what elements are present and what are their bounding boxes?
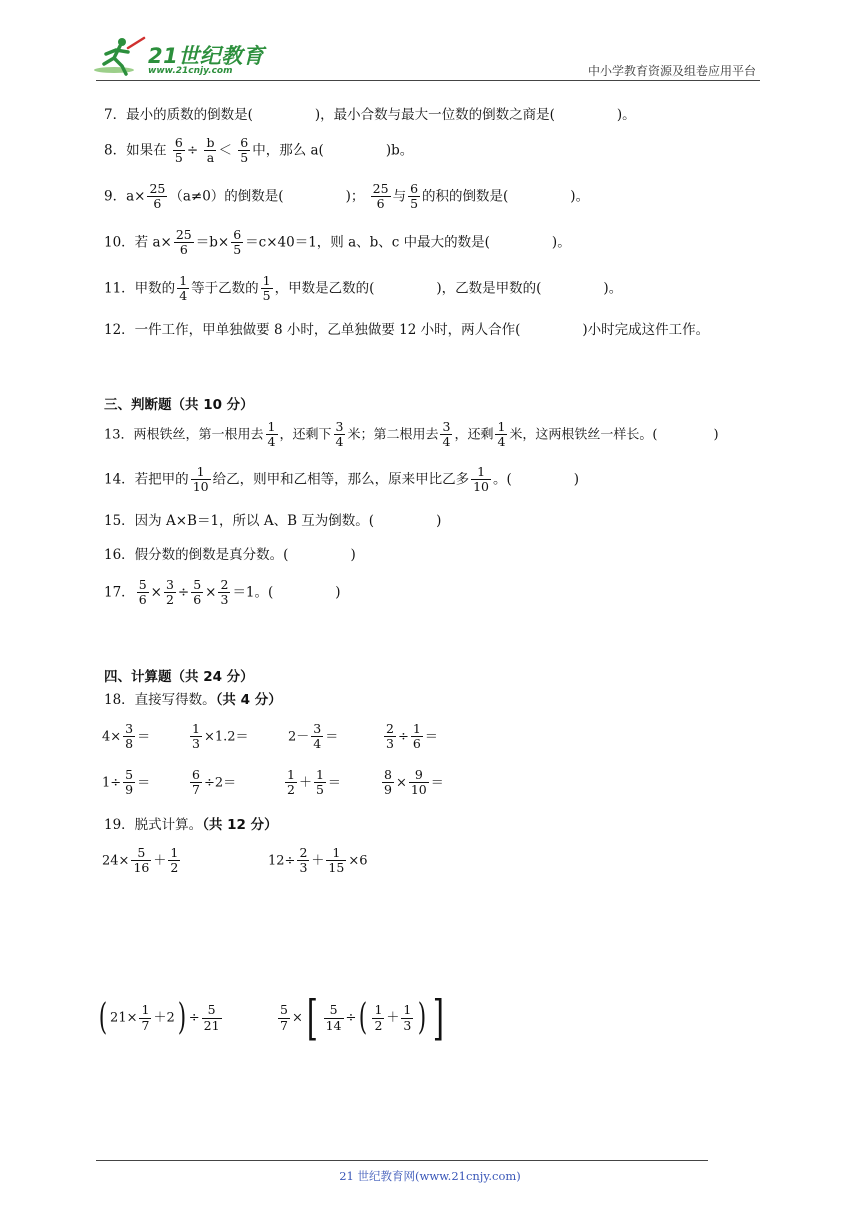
- fraction: $\frac{5}{6}$: [138, 577, 147, 608]
- question-12: 12．一件工作，甲单独做要 8 小时，乙单独做要 12 小时，两人合作( )小时完成这件工作。: [104, 322, 710, 338]
- fraction: $\frac{25}{6}$: [149, 181, 166, 212]
- fraction: $\frac{3}{2}$: [165, 577, 174, 608]
- fraction: $\frac{3}{4}$: [335, 419, 344, 450]
- logo-url: www.21cnjy.com: [148, 66, 233, 76]
- logo-text: 21世纪教育: [148, 44, 265, 68]
- fraction: $\frac{6}{5}$: [410, 181, 419, 212]
- quick-calc-5: 1÷ $\frac{5}{9}$ ＝: [102, 767, 151, 798]
- quick-calc-6: $\frac{6}{7}$ ÷2＝: [192, 767, 237, 798]
- fraction: $\frac{6}{5}$: [240, 135, 249, 166]
- quick-calc-8: $\frac{8}{9}$ × $\frac{9}{10}$ ＝: [384, 767, 444, 798]
- fraction: $\frac{3}{4}$: [442, 419, 451, 450]
- fraction: $\frac{1}{4}$: [497, 419, 506, 450]
- fraction: $\frac{1}{4}$: [179, 273, 188, 304]
- fraction: $\frac{5}{6}$: [193, 577, 202, 608]
- fraction: $\frac{6}{5}$: [174, 135, 183, 166]
- footer-divider: [96, 1160, 708, 1161]
- question-19: 19．脱式计算。（共 12 分）: [104, 817, 278, 833]
- expression-4: $\frac{5}{7}$ ×[ $\frac{5}{14}$ ÷( $\frac{1}{2}$ ＋ $\frac{1}{3}$ ) ]: [280, 990, 445, 1046]
- fraction: $\frac{2}{3}$: [220, 577, 229, 608]
- quick-calc-2: $\frac{1}{3}$ ×1.2＝: [192, 721, 249, 752]
- expression-1: 24× $\frac{5}{16}$ ＋ $\frac{1}{2}$: [102, 845, 179, 876]
- footer-text: 21 世纪教育网(www.21cnjy.com): [339, 1169, 521, 1183]
- header-divider: [96, 80, 760, 81]
- question-16: 16．假分数的倒数是真分数。( ): [104, 547, 356, 563]
- question-17: 17． $\frac{5}{6}$ × $\frac{3}{2}$ ÷ $\frac{5}{6}$ × $\frac{2}{3}$ ＝1。( ): [104, 577, 341, 608]
- quick-calc-7: $\frac{1}{2}$ ＋ $\frac{1}{5}$ ＝: [287, 767, 341, 798]
- quick-calc-1: 4× $\frac{3}{8}$ ＝: [102, 721, 151, 752]
- expression-2: 12÷ $\frac{2}{3}$ ＋ $\frac{1}{15}$ ×6: [268, 845, 368, 876]
- question-18: 18．直接写得数。（共 4 分）: [104, 692, 282, 708]
- question-15: 15．因为 A×B＝1，所以 A、B 互为倒数。( ): [104, 513, 442, 529]
- fraction: $\frac{1}{4}$: [267, 419, 276, 450]
- header-platform-name: 中小学教育资源及组卷应用平台: [587, 64, 756, 78]
- question-11: 11．甲数的 $\frac{1}{4}$ 等于乙数的 $\frac{1}{5}$ ，甲数是乙数的( )，乙数是甲数的( )。: [104, 273, 623, 304]
- quick-calc-3: 2－ $\frac{3}{4}$ ＝: [288, 721, 339, 752]
- fraction: $\frac{6}{5}$: [233, 227, 242, 258]
- fraction: $\frac{25}{6}$: [372, 181, 389, 212]
- quick-calc-4: $\frac{2}{3}$ ÷ $\frac{1}{6}$ ＝: [386, 721, 438, 752]
- fraction: $\frac{1}{10}$: [473, 464, 489, 495]
- fraction: $\frac{1}{5}$: [262, 273, 271, 304]
- question-10: 10．若 a× $\frac{25}{6}$ ＝b× $\frac{6}{5}$ ＝c×40＝1，则 a、b、c 中最大的数是( )。: [104, 227, 571, 258]
- question-7: 7．最小的质数的倒数是( )，最小合数与最大一位数的倒数之商是( )。: [104, 107, 636, 123]
- fraction: $\frac{25}{6}$: [175, 227, 192, 258]
- question-9: 9．a× $\frac{25}{6}$ （a≠0）的倒数是( )； $\frac{25}{6}$ 与 $\frac{6}{5}$ 的积的倒数是( )。: [104, 181, 590, 212]
- expression-3: ( 21× $\frac{1}{7}$ ＋2) ÷ $\frac{5}{21}$: [98, 997, 220, 1038]
- section-4-title: 四、计算题（共 24 分）: [104, 669, 254, 685]
- section-3-title: 三、判断题（共 10 分）: [104, 397, 254, 413]
- question-8: 8．如果在 $\frac{6}{5}$ ÷ $\frac{b}{a}$ ＜ $\frac{6}{5}$ 中，那么 a( )b。: [104, 135, 414, 166]
- fraction: $\frac{1}{10}$: [192, 464, 209, 495]
- fraction: $\frac{b}{a}$: [206, 135, 215, 166]
- question-14: 14．若把甲的 $\frac{1}{10}$ 给乙，则甲和乙相等，那么，原来甲比乙多 $\frac{1}{10}$ 。( ): [104, 464, 580, 495]
- question-13: 13．两根铁丝，第一根用去 $\frac{1}{4}$ ，还剩下 $\frac{3}{4}$ 米；第二根用去 $\frac{3}{4}$ ，还剩 $\frac{1}{4}$ 米，这两根铁丝一样长。( ): [104, 419, 719, 450]
